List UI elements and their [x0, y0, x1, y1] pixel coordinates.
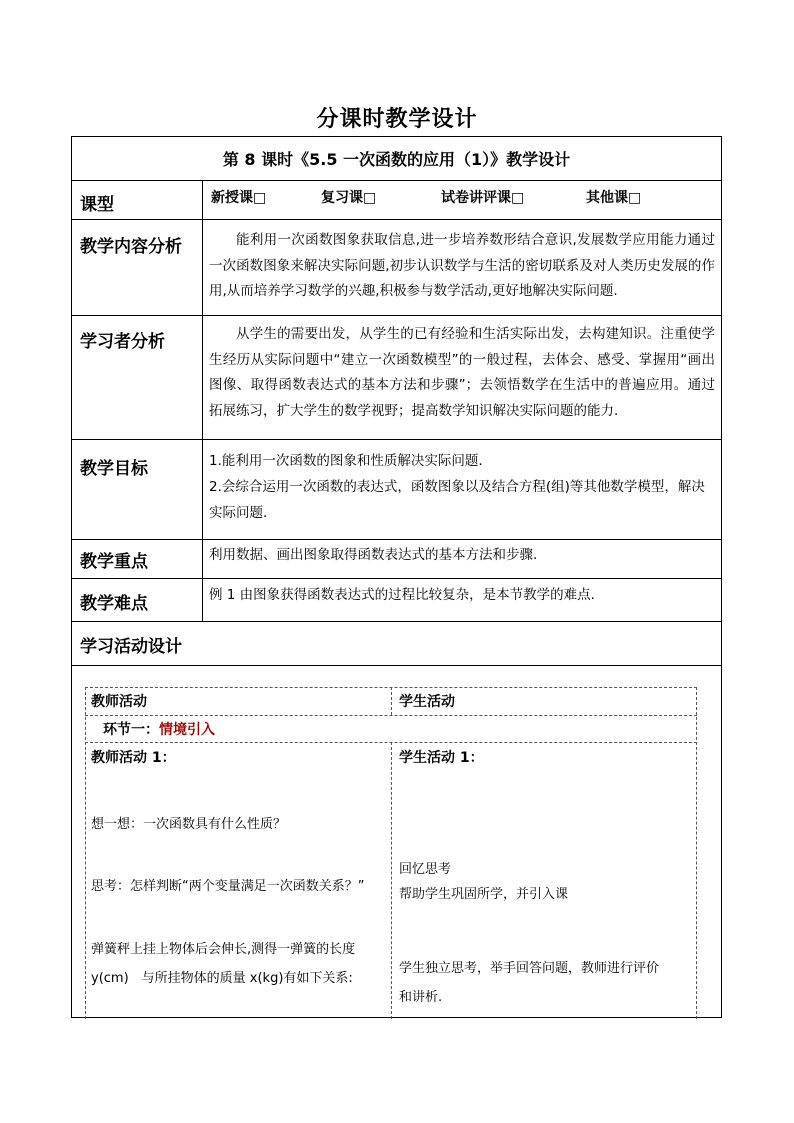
- lesson-title: 第 8 课时《5.5 一次函数的应用（1）》教学设计: [222, 150, 571, 169]
- course-type-other: 其他课□: [586, 190, 642, 206]
- divider: [72, 315, 721, 316]
- course-type-review: 复习课□: [321, 190, 377, 206]
- goal-item: 1.能利用一次函数的图象和性质解决实际问题.: [209, 453, 483, 469]
- student-line: 学生独立思考，举手回答问题，教师进行评价: [399, 961, 660, 976]
- activity-table: [85, 687, 697, 1019]
- divider: [72, 621, 721, 622]
- dashed-column-left: [85, 687, 86, 1019]
- student-line: 和讲析.: [399, 990, 443, 1005]
- teacher-line: 弹簧秤上挂上物体后会伸长,测得一弹簧的长度: [91, 942, 356, 957]
- teacher-line: 想一想：一次函数具有什么性质？: [91, 817, 287, 832]
- divider: [72, 180, 721, 181]
- student-line: 帮助学生巩固所学，并引入课: [399, 887, 569, 902]
- teacher-line: 思考：怎样判断“两个变量满足一次函数关系？”: [91, 879, 365, 894]
- learner-analysis-label: 学习者分析: [80, 332, 165, 352]
- student-line: 回忆思考: [399, 862, 452, 877]
- key-points-label: 教学重点: [80, 552, 148, 572]
- divider: [72, 665, 721, 666]
- goal-item: 2.会综合运用一次函数的表达式，函数图象以及结合方程(组)等其他数学模型，解决实际问题.: [209, 479, 705, 521]
- activity-design-label: 学习活动设计: [80, 637, 182, 657]
- divider: [72, 439, 721, 440]
- section-heading: [103, 719, 215, 739]
- divider: [72, 578, 721, 579]
- student-activity-header: 学生活动: [399, 694, 455, 710]
- difficulties-text: 例 1 由图象获得函数表达式的过程比较复杂，是本节教学的难点.: [209, 587, 595, 603]
- dashed-column-right: [696, 687, 697, 1019]
- course-type-test-review: 试卷讲评课□: [441, 190, 525, 206]
- teacher-activity-header: 教师活动: [91, 694, 147, 710]
- course-type-label: 课型: [80, 195, 114, 215]
- section-title: 情境引入: [159, 722, 215, 738]
- dashed-column-mid: [391, 742, 392, 1019]
- learner-analysis-text: 从学生的需要出发，从学生的已有经验和生活实际出发，去构建知识。注重使学生经历从实际问题中“建立一次函数模型”的一般过程，去体会、感受、掌握用“画出图像、取得函数表达式的基本方法和步骤”；去领悟数学在生活中的普遍应用。通过拓展练习，扩大学生的数学视野；提高数学知识解决实际问题的能力.: [209, 326, 715, 419]
- divider: [72, 219, 721, 220]
- goals-list: [209, 448, 715, 526]
- section-prefix: 环节一：: [103, 722, 159, 738]
- content-analysis-label: 教学内容分析: [80, 237, 182, 257]
- content-analysis-text: 能利用一次函数图象获取信息,进一步培养数形结合意识,发展数学应用能力通过一次函数图象来解决实际问题,初步认识数学与生活的密切联系及对人类历史发展的作用,从而培养学习数学的兴趣,积极参与数学活动,更好地解决实际问题.: [209, 232, 715, 299]
- page-title: 分课时教学设计: [316, 107, 478, 132]
- key-points-text: 利用数据、画出图象取得函数表达式的基本方法和步骤.: [209, 547, 538, 563]
- goals-label: 教学目标: [80, 459, 148, 479]
- course-type-new: 新授课□: [211, 190, 267, 206]
- dashed-divider: [85, 715, 697, 716]
- student-activity-title: 学生活动 1：: [399, 750, 484, 766]
- lesson-plan-table: [71, 136, 722, 1018]
- divider: [72, 539, 721, 540]
- teacher-line: y(cm) 与所挂物体的质量 x(kg)有如下关系:: [91, 971, 353, 986]
- difficulties-label: 教学难点: [80, 594, 148, 614]
- teacher-activity-title: 教师活动 1：: [91, 750, 176, 766]
- column-divider: [202, 180, 203, 621]
- dashed-column-mid: [391, 687, 392, 715]
